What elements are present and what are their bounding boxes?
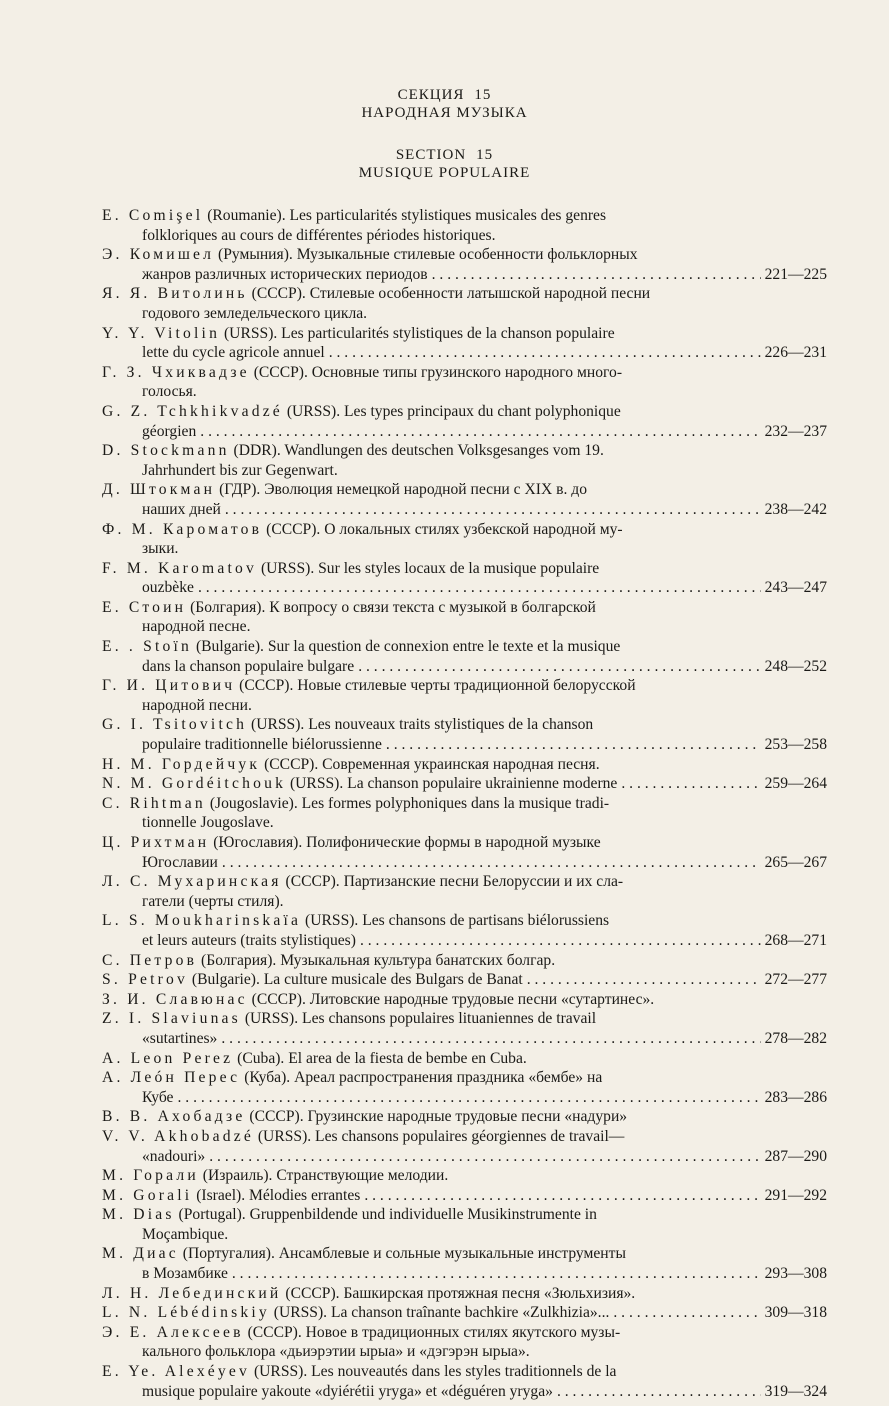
entry-author: E. . Stoïn xyxy=(102,638,193,656)
toc-entry-line xyxy=(102,324,827,344)
toc-entry xyxy=(102,1166,827,1186)
entry-title: (URSS). Les types principaux du chant polyphonique xyxy=(282,402,621,420)
entry-title: (Болгария). К вопросу о связи текста с музыкой в болгарской xyxy=(186,598,596,616)
entry-author: Д. Штокман xyxy=(102,481,216,499)
entry-title: (Portugal). Gruppenbildende und individuelle Musikinstrumente in xyxy=(174,1206,597,1224)
toc-entry xyxy=(102,480,827,519)
section-label-ru: СЕКЦИЯ xyxy=(397,87,465,103)
toc-entry xyxy=(102,990,827,1010)
toc-entry-continuation xyxy=(102,1147,827,1167)
entry-author: Н. М. Гордейчук xyxy=(102,755,261,773)
toc-entry xyxy=(102,402,827,441)
entry-title-cont: et leurs auteurs (traits stylistiques) xyxy=(142,931,356,949)
toc-entry xyxy=(102,911,827,950)
toc-entry xyxy=(102,1362,827,1401)
entry-title-cont: folkloriques au cours de différentes périodes historiques. xyxy=(142,226,496,244)
dot-leader xyxy=(358,657,760,677)
entry-author: M. Gorali xyxy=(102,1186,193,1204)
toc-entry-continuation xyxy=(102,500,827,520)
toc-entry xyxy=(102,1205,827,1244)
toc-entry-line xyxy=(102,1127,827,1147)
toc-entry xyxy=(102,324,827,363)
toc-entry xyxy=(102,1186,827,1206)
toc-entry-line xyxy=(102,1166,827,1186)
toc-entry-continuation xyxy=(102,343,827,363)
toc-entry xyxy=(102,206,827,245)
entry-title-cont: «nadouri» xyxy=(142,1147,206,1165)
toc-entry-line xyxy=(102,1284,827,1304)
section-title-fr: MUSIQUE POPULAIRE xyxy=(358,165,531,181)
entry-author: E. Ye. Alexéyev xyxy=(102,1363,251,1381)
toc-entry-continuation xyxy=(102,1342,827,1362)
toc-entry-continuation xyxy=(102,1029,827,1049)
section-label-fr: SECTION xyxy=(395,147,467,163)
section-number-fr: 15 xyxy=(476,147,494,163)
toc-entry xyxy=(102,833,827,872)
toc-entry xyxy=(102,1284,827,1304)
entry-pages: 272—277 xyxy=(764,971,827,989)
entry-author: E. Comişel xyxy=(102,207,204,224)
toc-entry-line xyxy=(102,206,827,226)
entry-author: G. Z. Tchkhikvadzé xyxy=(102,402,283,420)
dot-leader xyxy=(432,265,761,285)
toc-entry xyxy=(102,1049,827,1069)
entry-title-cont: в Мозамбике xyxy=(142,1265,228,1283)
toc-entry xyxy=(102,559,827,598)
toc-entry-continuation xyxy=(102,892,827,912)
dot-leader xyxy=(360,931,761,951)
dot-leader xyxy=(527,970,761,990)
entry-title-cont: народной песне. xyxy=(142,618,251,636)
dot-leader xyxy=(557,1382,761,1402)
toc-entry-line xyxy=(102,970,827,990)
entry-title: (URSS). Les chansons de partisans biélorussiens xyxy=(301,912,610,930)
entry-author: D. Stockmann xyxy=(102,442,230,460)
toc-entry-line xyxy=(102,1362,827,1382)
entry-title: (СССР). Литовские народные трудовые песни «сутартинес». xyxy=(247,990,655,1008)
entry-title: (СССР). Новое в традиционных стилях якутского музы- xyxy=(243,1323,621,1341)
entry-title: (СССР). Башкирская протяжная песня «Зюльхизия». xyxy=(281,1284,636,1302)
toc-entry xyxy=(102,755,827,775)
entry-title: (URSS). Les nouveautés dans les styles traditionnels de la xyxy=(250,1363,617,1381)
toc-entry xyxy=(102,637,827,676)
dot-leader xyxy=(221,1029,760,1049)
toc-entry-continuation xyxy=(102,382,827,402)
toc-entry-line xyxy=(102,598,827,618)
toc-entry-line xyxy=(102,794,827,814)
entry-title: (СССР). Грузинские народные трудовые песни «надури» xyxy=(245,1108,628,1126)
entry-title: (Jougoslavie). Les formes polyphoniques dans la musique tradi- xyxy=(205,794,610,812)
toc-entry xyxy=(102,951,827,971)
entry-title-cont: tionnelle Jougoslave. xyxy=(142,814,274,832)
entry-title: (URSS). Les nouveaux traits stylistiques de la chanson xyxy=(247,716,594,734)
entry-title: (URSS). La chanson populaire ukrainienne moderne xyxy=(286,775,618,793)
entry-pages: 248—252 xyxy=(764,657,827,675)
entry-author: A. Leon Perez xyxy=(102,1049,234,1067)
entry-title-cont: Югославии xyxy=(142,853,218,871)
entry-title: (СССР). Основные типы грузинского народного много- xyxy=(249,363,623,381)
toc-entry xyxy=(102,1303,827,1323)
entry-title: (URSS). Les chansons populaires géorgiennes de travail— xyxy=(253,1127,625,1145)
entry-title-cont: жанров различных исторических периодов xyxy=(142,265,428,283)
entry-author: Е. Стоин xyxy=(102,598,187,616)
toc-entry-line xyxy=(102,1205,827,1225)
toc-entry-line xyxy=(102,1303,827,1323)
entry-title: (Болгария). Музыкальная культура банатских болгар. xyxy=(197,951,556,969)
entry-pages: 265—267 xyxy=(764,853,827,871)
toc-entry-continuation xyxy=(102,578,827,598)
toc-entry-continuation xyxy=(102,617,827,637)
entry-author: Я. Я. Витолинь xyxy=(102,285,248,303)
entry-pages: 291—292 xyxy=(764,1186,827,1204)
entry-title-cont: populaire traditionnelle biélorussienne xyxy=(142,736,382,754)
entry-title: (URSS). Sur les styles locaux de la musique populaire xyxy=(257,559,600,577)
toc-entry xyxy=(102,1244,827,1283)
section-title-ru: НАРОДНАЯ МУЗЫКА xyxy=(361,105,528,121)
toc-entry-continuation xyxy=(102,735,827,755)
table-of-contents xyxy=(102,206,827,1401)
toc-entry xyxy=(102,1107,827,1127)
toc-entry xyxy=(102,774,827,794)
entry-pages: 221—225 xyxy=(764,265,827,283)
toc-entry-continuation xyxy=(102,1225,827,1245)
entry-author: Г. И. Цитович xyxy=(102,677,236,695)
entry-author: Ц. Рихтман xyxy=(102,834,210,851)
toc-entry xyxy=(102,284,827,323)
toc-entry-line xyxy=(102,363,827,383)
toc-entry-line xyxy=(102,480,827,500)
entry-title-cont: народной песни. xyxy=(142,696,252,714)
toc-entry-line xyxy=(102,774,827,794)
entry-title: (Куба). Ареал распространения праздника «бембе» на xyxy=(240,1069,603,1087)
toc-entry-line xyxy=(102,1107,827,1127)
toc-entry xyxy=(102,598,827,637)
toc-entry xyxy=(102,1068,827,1107)
toc-entry-line xyxy=(102,1009,827,1029)
entry-title: (Bulgarie). La culture musicale des Bulgars de Banat xyxy=(187,971,523,989)
entry-title: (URSS). La chanson traînante bachkire «Zulkhizia»... xyxy=(269,1304,610,1322)
toc-entry-line xyxy=(102,637,827,657)
entry-pages: 278—282 xyxy=(764,1029,827,1047)
toc-entry-line xyxy=(102,990,827,1010)
section-header-ru xyxy=(0,86,889,122)
toc-entry xyxy=(102,970,827,990)
entry-title: (ГДР). Эволюция немецкой народной песни с XIX в. до xyxy=(215,481,587,499)
entry-author: Ф. М. Кароматов xyxy=(102,520,263,538)
entry-pages: 283—286 xyxy=(764,1088,827,1106)
toc-entry-continuation xyxy=(102,931,827,951)
entry-title: (СССР). О локальных стилях узбекской народной му- xyxy=(262,520,623,538)
toc-entry-line xyxy=(102,715,827,735)
toc-entry-line xyxy=(102,872,827,892)
dot-leader xyxy=(364,1186,760,1206)
dot-leader xyxy=(209,1147,760,1167)
entry-pages: 319—324 xyxy=(764,1382,827,1400)
toc-entry-line xyxy=(102,755,827,775)
entry-pages: 253—258 xyxy=(764,736,827,754)
entry-author: L. N. Lébédinskiy xyxy=(102,1304,270,1322)
entry-title-cont: dans la chanson populaire bulgare xyxy=(142,657,355,675)
entry-author: Э. Е. Алексеев xyxy=(102,1323,244,1341)
section-header-fr xyxy=(0,146,889,182)
entry-author: А. Леóн Перес xyxy=(102,1069,241,1087)
toc-entry xyxy=(102,245,827,284)
entry-title-cont: ouzbèke xyxy=(142,579,194,597)
toc-entry-line xyxy=(102,441,827,461)
toc-entry-line xyxy=(102,1244,827,1264)
entry-title: (URSS). Les particularités stylistiques de la chanson populaire xyxy=(220,324,615,342)
toc-entry xyxy=(102,872,827,911)
toc-entry-continuation xyxy=(102,226,827,246)
entry-title: (СССР). Современная украинская народная песня. xyxy=(260,755,600,773)
toc-entry-continuation xyxy=(102,1088,827,1108)
dot-leader xyxy=(613,1303,760,1323)
toc-entry-continuation xyxy=(102,539,827,559)
dot-leader xyxy=(386,735,761,755)
toc-entry-line xyxy=(102,1049,827,1069)
toc-entry-continuation xyxy=(102,853,827,873)
dot-leader xyxy=(225,500,761,520)
entry-title-cont: кального фольклора «дьиэрэтии ырыа» и «дэгэрэн ырыа». xyxy=(142,1343,530,1361)
toc-entry-line xyxy=(102,559,827,579)
entry-title: (СССР). Стилевые особенности латышской народной песни xyxy=(247,285,651,303)
toc-entry-line xyxy=(102,284,827,304)
toc-entry-line xyxy=(102,951,827,971)
entry-pages: 232—237 xyxy=(764,422,827,440)
entry-author: S. Petrov xyxy=(102,971,188,989)
toc-entry xyxy=(102,1009,827,1048)
entry-pages: 287—290 xyxy=(764,1147,827,1165)
entry-author: М. Горали xyxy=(102,1167,199,1185)
toc-entry xyxy=(102,1323,827,1362)
entry-title: (URSS). Les chansons populaires lituaniennes de travail xyxy=(240,1010,597,1028)
toc-entry-line xyxy=(102,1323,827,1343)
entry-title-cont: Moçambique. xyxy=(142,1225,229,1243)
entry-author: Э. Комишел xyxy=(102,246,215,264)
toc-entry xyxy=(102,715,827,754)
toc-entry-line xyxy=(102,911,827,931)
toc-entry-line xyxy=(102,676,827,696)
entry-title-cont: голосья. xyxy=(142,383,197,401)
entry-title: (Israel). Mélodies errantes xyxy=(192,1186,361,1204)
entry-title-cont: Jahrhundert bis zur Gegenwart. xyxy=(142,461,338,479)
toc-entry-line xyxy=(102,402,827,422)
entry-author: G. I. Tsitovitch xyxy=(102,716,248,734)
section-number-ru: 15 xyxy=(474,87,492,103)
toc-entry xyxy=(102,1127,827,1166)
entry-author: Г. З. Чхиквадзе xyxy=(102,363,250,381)
entry-author: М. Диас xyxy=(102,1245,179,1263)
entry-author: Y. Y. Vitolin xyxy=(102,324,221,342)
toc-entry xyxy=(102,676,827,715)
entry-title-cont: гатели (черты стиля). xyxy=(142,892,284,910)
entry-author: С. Петров xyxy=(102,951,198,969)
toc-entry xyxy=(102,794,827,833)
entry-author: З. И. Славюнас xyxy=(102,990,248,1008)
entry-title-cont: наших дней xyxy=(142,500,221,518)
entry-author: Z. I. Slaviunas xyxy=(102,1010,241,1028)
toc-entry xyxy=(102,441,827,480)
entry-author: F. M. Karomatov xyxy=(102,559,258,577)
toc-entry-continuation xyxy=(102,265,827,285)
entry-author: N. M. Gordéitchouk xyxy=(102,775,287,793)
entry-pages: 226—231 xyxy=(764,344,827,362)
toc-entry xyxy=(102,520,827,559)
entry-author: L. S. Moukharinskaïa xyxy=(102,912,302,930)
entry-author: В. В. Ахобадзе xyxy=(102,1108,246,1126)
entry-title-cont: годового земледельческого цикла. xyxy=(142,304,368,322)
entry-title-cont: géorgien xyxy=(142,422,197,440)
entry-pages: 293—308 xyxy=(764,1265,827,1283)
entry-title: (СССР). Партизанские песни Белоруссии и их сла- xyxy=(281,873,624,891)
entry-pages: 259—264 xyxy=(764,775,827,793)
entry-title: (Израиль). Странствующие мелодии. xyxy=(198,1167,449,1185)
dot-leader xyxy=(621,774,760,794)
entry-title-cont: Кубе xyxy=(142,1088,174,1106)
entry-title-cont: lette du cycle agricole annuel xyxy=(142,344,325,362)
toc-entry-continuation xyxy=(102,1382,827,1402)
toc-entry-continuation xyxy=(102,1264,827,1284)
entry-author: Л. С. Мухаринская xyxy=(102,873,282,891)
toc-entry-continuation xyxy=(102,813,827,833)
toc-entry-line xyxy=(102,833,827,853)
entry-title: (Bulgarie). Sur la question de connexion entre le texte et la musique xyxy=(192,638,621,656)
entry-author: C. Rihtman xyxy=(102,794,206,812)
entry-title: (Румыния). Музыкальные стилевые особенности фольклорных xyxy=(214,246,638,264)
dot-leader xyxy=(200,422,760,442)
entry-author: M. Dias xyxy=(102,1206,175,1224)
entry-title-cont: «sutartines» xyxy=(142,1029,218,1047)
entry-pages: 238—242 xyxy=(764,500,827,518)
toc-entry-continuation xyxy=(102,461,827,481)
dot-leader xyxy=(198,578,761,598)
dot-leader xyxy=(222,853,761,873)
toc-entry xyxy=(102,363,827,402)
entry-pages: 268—271 xyxy=(764,931,827,949)
toc-entry-continuation xyxy=(102,304,827,324)
entry-title: (СССР). Новые стилевые черты традиционной белорусской xyxy=(235,677,636,695)
toc-entry-continuation xyxy=(102,696,827,716)
entry-title: (Cuba). El area de la fiesta de bembe en Cuba. xyxy=(233,1049,527,1067)
toc-entry-continuation xyxy=(102,422,827,442)
entry-pages: 309—318 xyxy=(764,1304,827,1322)
entry-title: (Югославия). Полифонические формы в народной музыке xyxy=(209,834,601,851)
entry-title: (Roumanie). Les particularités stylistiques musicales des genres xyxy=(203,207,607,224)
entry-author: Л. Н. Лебединский xyxy=(102,1284,282,1302)
toc-entry-line xyxy=(102,1186,827,1206)
toc-entry-line xyxy=(102,245,827,265)
toc-entry-continuation xyxy=(102,657,827,677)
entry-title: (Португалия). Ансамблевые и сольные музыкальные инструменты xyxy=(178,1245,626,1263)
entry-pages: 243—247 xyxy=(764,579,827,597)
toc-entry-line xyxy=(102,1068,827,1088)
toc-entry-line xyxy=(102,520,827,540)
entry-title-cont: зыки. xyxy=(142,540,179,558)
dot-leader xyxy=(232,1264,761,1284)
entry-title: (DDR). Wandlungen des deutschen Volksgesanges vom 19. xyxy=(229,442,604,460)
entry-title-cont: musique populaire yakoute «dyiérétii yryga» et «déguéren yryga» xyxy=(142,1382,553,1400)
dot-leader xyxy=(329,343,761,363)
entry-author: V. V. Akhobadzé xyxy=(102,1127,254,1145)
dot-leader xyxy=(177,1088,760,1108)
